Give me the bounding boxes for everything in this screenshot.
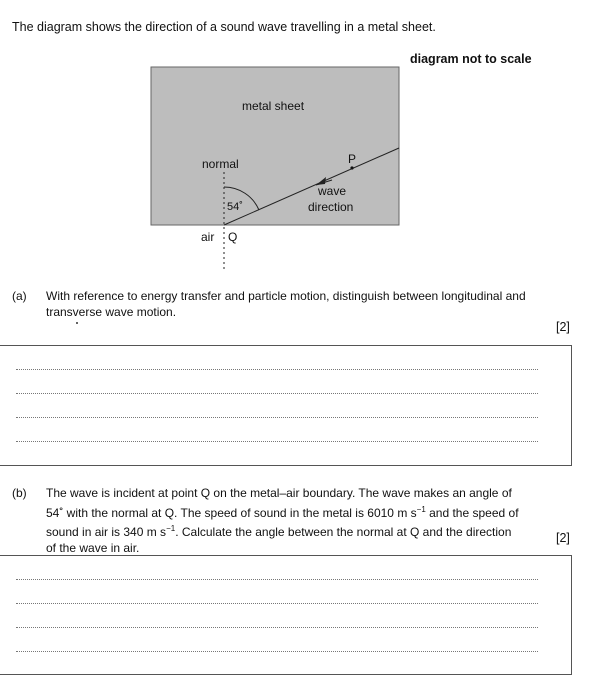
answer-line <box>16 441 538 442</box>
wave-diagram <box>140 60 440 280</box>
question-b-text <box>46 486 541 556</box>
question-b-marks: [2] <box>556 531 570 545</box>
direction-label: direction <box>308 200 354 214</box>
answer-box-a[interactable] <box>0 345 572 466</box>
question-b-line-4: of the wave in air. <box>46 540 140 555</box>
point-p-label: P <box>348 152 357 166</box>
metal-sheet-label: metal sheet <box>242 99 305 113</box>
question-b-label: (b) <box>12 486 27 500</box>
answer-box-b[interactable] <box>0 555 572 675</box>
question-a-label: (a) <box>12 289 27 303</box>
answer-line <box>16 627 538 628</box>
intro-text: The diagram shows the direction of a sound wave travelling in a metal sheet. <box>12 20 436 34</box>
point-q-label: Q <box>228 230 238 244</box>
metal-sheet-rect <box>151 67 399 225</box>
question-b-line-3: sound in air is 340 m $s^{-1}$. Calculate the angle between the normal at Q and the direction <box>46 524 512 539</box>
diagram-scale-note: diagram not to scale <box>410 52 532 66</box>
answer-line <box>16 603 538 604</box>
normal-label: normal <box>202 157 239 171</box>
question-a-text: With reference to energy transfer and particle motion, distinguish between longitudinal and transverse wave motion. <box>46 289 526 319</box>
question-b-line-1: The wave is incident at point Q on the metal–air boundary. The wave makes an angle of <box>46 486 512 500</box>
point-p-dot <box>350 166 353 169</box>
question-b-line-2: 54˚ with the normal at Q. The speed of sound in the metal is 6010 m $s^{-1}$ and the speed of <box>46 504 519 520</box>
stray-dot <box>76 322 78 324</box>
answer-line <box>16 369 538 370</box>
answer-line <box>16 393 538 394</box>
question-a-marks: [2] <box>556 320 570 334</box>
answer-line <box>16 417 538 418</box>
answer-line <box>16 579 538 580</box>
wave-label: wave <box>318 184 347 198</box>
angle-label: 54˚ <box>227 201 243 213</box>
answer-line <box>16 651 538 652</box>
air-label: air <box>201 230 215 244</box>
